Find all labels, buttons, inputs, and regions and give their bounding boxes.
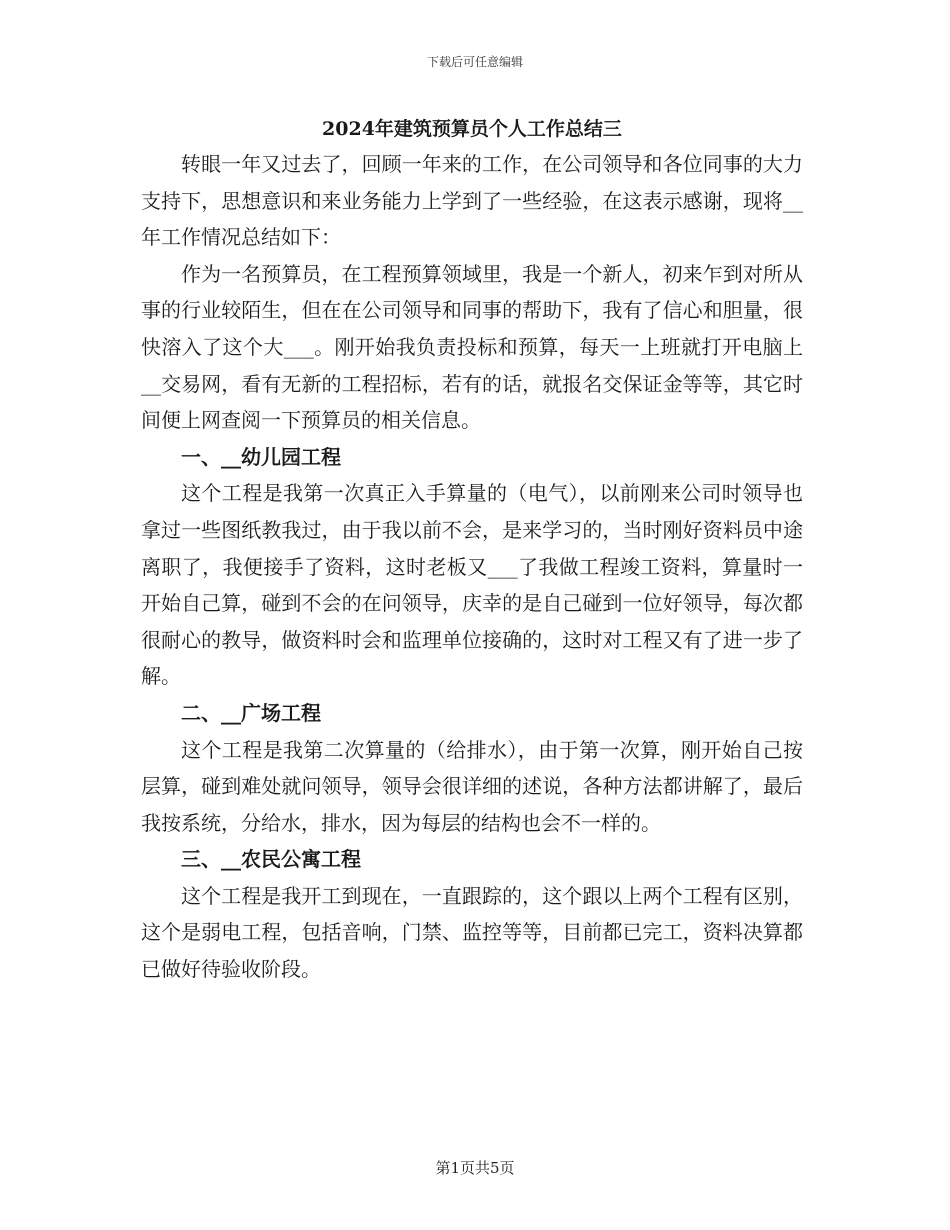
document-title: 2024年建筑预算员个人工作总结三 [322, 118, 622, 140]
section-heading-2: 二、__广场工程 [181, 700, 321, 725]
section-body-1: 这个工程是我第一次真正入手算量的（电气），以前刚来公司时领导也拿过一些图纸教我过，由于我以前不会，是来学习的，当时刚好资料员中途离职了，我便接手了资料，这时老板又___了我做工程竣工资料，算量时一开始自己算，碰到不会的在问领导，庆幸的是自己碰到一位好领导，每次都很耐心的教导，做资料时会和监理单位接确的，这时对工程又有了进一步了解。 [141, 481, 803, 689]
page-number-footer: 第1页共5页 [435, 1159, 515, 1177]
section-heading-3: 三、__农民公寓工程 [181, 847, 361, 872]
document-body [141, 112, 803, 988]
section-body-3: 这个工程是我开工到现在，一直跟踪的，这个跟以上两个工程有区别，这个是弱电工程，包括音响，门禁、监控等等，目前都已完工，资料决算都已做好待验收阶段。 [141, 883, 803, 982]
header-note: 下载后可任意编辑 [426, 55, 523, 69]
background-paragraph: 作为一名预算员，在工程预算领域里，我是一个新人，初来乍到对所从事的行业较陌生，但在在公司领导和同事的帮助下，我有了信心和胆量，很快溶入了这个大___。刚开始我负责投标和预算，每天一上班就打开电脑上__交易网，看有无新的工程招标，若有的话，就报名交保证金等等，其它时间便上网查阅一下预算员的相关信息。 [141, 261, 803, 433]
section-body-2: 这个工程是我第二次算量的（给排水），由于第一次算，刚开始自己按层算，碰到难处就问领导，领导会很详细的述说，各种方法都讲解了，最后我按系统，分给水，排水，因为每层的结构也会不一样的。 [141, 737, 803, 835]
section-heading-1: 一、__幼儿园工程 [181, 444, 341, 469]
intro-paragraph: 转眼一年又过去了，回顾一年来的工作，在公司领导和各位同事的大力支持下，思想意识和来业务能力上学到了一些经验，在这表示感谢，现将__年工作情况总结如下： [141, 152, 803, 250]
